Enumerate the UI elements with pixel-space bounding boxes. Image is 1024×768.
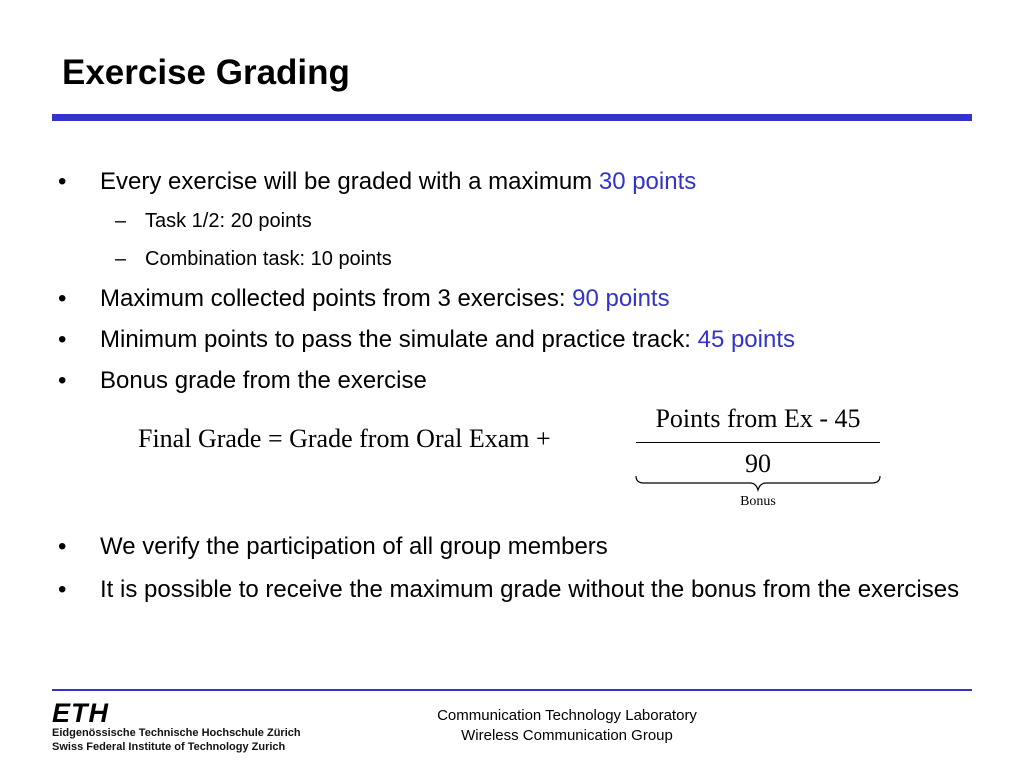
bullet-marker: • [58, 533, 67, 560]
bullet-highlight: 90 points [572, 285, 670, 312]
sub-bullet-combination [115, 246, 392, 272]
footer-group-name: Wireless Communication Group [461, 727, 673, 744]
underbrace-icon [634, 474, 882, 492]
sub-bullet-text: Task 1/2: 20 points [145, 210, 312, 232]
eth-logo [52, 700, 301, 754]
bullet-max-points [58, 167, 697, 197]
sub-bullet-task [115, 208, 312, 234]
bullet-marker: • [58, 326, 67, 353]
slide-title: Exercise Grading [62, 53, 350, 92]
bullet-text: Bonus grade from the exercise [100, 367, 427, 394]
bullet-collected-points [58, 284, 670, 314]
eth-logo-line-english: Swiss Federal Institute of Technology Zurich [52, 741, 286, 753]
eth-logo-line-german: Eidgenössische Technische Hochschule Zürich [52, 727, 301, 739]
bullet-minimum-points [58, 325, 795, 355]
bullet-max-grade-without-bonus [58, 572, 960, 607]
bullet-bonus-grade [58, 366, 427, 396]
formula-denominator: 90 [745, 449, 771, 478]
bullet-verify-participation [58, 532, 608, 562]
sub-bullet-marker: – [115, 210, 127, 232]
eth-logo-wordmark: ETH [52, 698, 109, 728]
title-divider [52, 114, 972, 121]
sub-bullet-text: Combination task: 10 points [145, 248, 392, 270]
bullet-marker: • [58, 285, 67, 312]
formula-bonus-label: Bonus [740, 494, 776, 509]
fraction-bar [636, 442, 880, 443]
bullet-marker: • [58, 576, 67, 603]
footer-divider [52, 689, 972, 691]
bullet-text: It is possible to receive the maximum grade without the bonus from the exercises [100, 576, 960, 603]
bullet-text: Every exercise will be graded with a maximum [100, 168, 599, 195]
formula-numerator: Points from Ex - 45 [655, 404, 861, 433]
footer-lab-info [390, 706, 744, 746]
bullet-text: We verify the participation of all group members [100, 533, 608, 560]
bullet-marker: • [58, 367, 67, 394]
footer-lab-name: Communication Technology Laboratory [437, 707, 697, 724]
bullet-marker: • [58, 168, 67, 195]
sub-bullet-marker: – [115, 248, 127, 270]
bullet-text: Minimum points to pass the simulate and practice track: [100, 326, 698, 353]
bullet-highlight: 30 points [598, 168, 697, 195]
formula-lhs: Final Grade = Grade from Oral Exam + [138, 424, 551, 453]
bullet-highlight: 45 points [697, 326, 795, 353]
bullet-text: Maximum collected points from 3 exercises: [100, 285, 573, 312]
